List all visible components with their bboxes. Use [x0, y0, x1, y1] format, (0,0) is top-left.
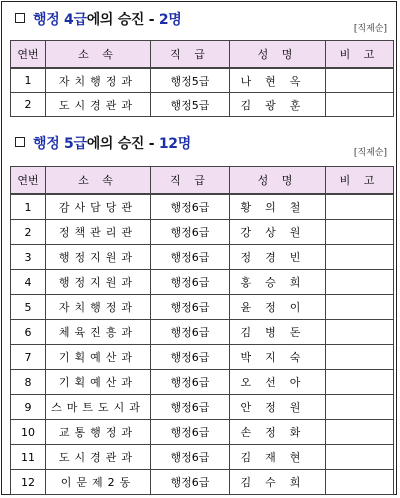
header-grade: 직 급: [151, 167, 230, 195]
cell-no: 10: [11, 420, 46, 445]
header-name: 성 명: [230, 41, 326, 69]
cell-grade: 행정6급: [151, 445, 230, 470]
cell-dept: 자치행정과: [46, 295, 151, 320]
title-count: 12명: [158, 136, 191, 152]
document-page: [1, 1, 397, 495]
cell-name: 김광훈: [230, 93, 326, 117]
cell-dept: 기획예산과: [46, 370, 151, 395]
cell-dept: 감사담당관: [46, 194, 151, 220]
header-note: 비 고: [326, 167, 394, 195]
cell-no: 1: [11, 68, 46, 93]
title-text: 에의 승진 -: [86, 136, 159, 152]
header-dept: 소 속: [46, 41, 151, 69]
cell-name: 김병돈: [230, 320, 326, 345]
cell-dept: 도시경관과: [46, 93, 151, 117]
promotion-table: [10, 40, 394, 117]
table-row: [11, 194, 394, 220]
cell-name: 손정화: [230, 420, 326, 445]
cell-note: [326, 245, 394, 270]
cell-grade: 행정6급: [151, 370, 230, 395]
cell-grade: 행정6급: [151, 395, 230, 420]
table-row: [11, 420, 394, 445]
cell-dept: 스마트도시과: [46, 395, 151, 420]
table-row: [11, 295, 394, 320]
cell-grade: 행정5급: [151, 68, 230, 93]
table-row: [11, 245, 394, 270]
cell-name: 윤정이: [230, 295, 326, 320]
cell-no: 12: [11, 470, 46, 495]
cell-note: [326, 220, 394, 245]
cell-no: 2: [11, 220, 46, 245]
table-header-row: [11, 41, 394, 69]
cell-name: 강상원: [230, 220, 326, 245]
cell-no: 2: [11, 93, 46, 117]
cell-note: [326, 395, 394, 420]
section-grade4-promotion: [2, 2, 396, 112]
cell-name: 김재현: [230, 445, 326, 470]
cell-note: [326, 93, 394, 117]
cell-no: 5: [11, 295, 46, 320]
header-grade: 직 급: [151, 41, 230, 69]
cell-name: 오선아: [230, 370, 326, 395]
header-name: 성 명: [230, 167, 326, 195]
cell-grade: 행정6급: [151, 295, 230, 320]
title-grade: 행정 5급: [33, 136, 87, 152]
title-text: 에의 승진 -: [86, 12, 159, 28]
cell-name: 김수희: [230, 470, 326, 495]
section-title: [33, 133, 191, 153]
section-title: [33, 9, 182, 29]
cell-dept: 행정지원과: [46, 245, 151, 270]
cell-dept: 자치행정과: [46, 68, 151, 93]
cell-grade: 행정5급: [151, 93, 230, 117]
cell-dept: 정책관리관: [46, 220, 151, 245]
cell-grade: 행정6급: [151, 245, 230, 270]
table-row: [11, 395, 394, 420]
table-row: [11, 320, 394, 345]
cell-grade: 행정6급: [151, 270, 230, 295]
cell-grade: 행정6급: [151, 420, 230, 445]
cell-dept: 행정지원과: [46, 270, 151, 295]
cell-name: 황의철: [230, 194, 326, 220]
cell-note: [326, 320, 394, 345]
cell-name: 나현옥: [230, 68, 326, 93]
cell-grade: 행정6급: [151, 194, 230, 220]
cell-dept: 도시경관과: [46, 445, 151, 470]
cell-note: [326, 68, 394, 93]
promotion-table: [10, 166, 394, 495]
header-no: 연번: [11, 167, 46, 195]
table-row: [11, 220, 394, 245]
cell-name: 박지숙: [230, 345, 326, 370]
cell-name: 정경빈: [230, 245, 326, 270]
order-note: [직제순]: [353, 148, 387, 158]
table-row: [11, 270, 394, 295]
table-row: [11, 93, 394, 117]
cell-grade: 행정6급: [151, 220, 230, 245]
cell-no: 1: [11, 194, 46, 220]
cell-note: [326, 370, 394, 395]
cell-no: 6: [11, 320, 46, 345]
table-body: [11, 194, 394, 495]
cell-dept: 기획예산과: [46, 345, 151, 370]
cell-note: [326, 345, 394, 370]
checkbox-icon: [15, 137, 25, 147]
cell-note: [326, 445, 394, 470]
section-grade5-promotion: [2, 126, 396, 489]
cell-no: 3: [11, 245, 46, 270]
header-note: 비 고: [326, 41, 394, 69]
cell-note: [326, 270, 394, 295]
cell-grade: 행정6급: [151, 470, 230, 495]
table-body: [11, 68, 394, 117]
title-count: 2명: [158, 12, 182, 28]
cell-note: [326, 295, 394, 320]
header-dept: 소 속: [46, 167, 151, 195]
cell-note: [326, 420, 394, 445]
table-row: [11, 68, 394, 93]
order-note: [직제순]: [353, 24, 387, 34]
cell-name: 홍승희: [230, 270, 326, 295]
header-no: 연번: [11, 41, 46, 69]
cell-dept: 체육진흥과: [46, 320, 151, 345]
cell-no: 8: [11, 370, 46, 395]
cell-dept: 교통행정과: [46, 420, 151, 445]
checkbox-icon: [15, 13, 25, 23]
cell-no: 7: [11, 345, 46, 370]
cell-no: 4: [11, 270, 46, 295]
cell-grade: 행정6급: [151, 345, 230, 370]
cell-grade: 행정6급: [151, 320, 230, 345]
table-row: [11, 445, 394, 470]
cell-note: [326, 194, 394, 220]
table-row: [11, 470, 394, 495]
cell-no: 11: [11, 445, 46, 470]
table-row: [11, 345, 394, 370]
section-header: [2, 2, 396, 34]
cell-name: 안정원: [230, 395, 326, 420]
table-header-row: [11, 167, 394, 195]
cell-dept: 이문제2동: [46, 470, 151, 495]
section-header: [2, 126, 396, 158]
table-row: [11, 370, 394, 395]
title-grade: 행정 4급: [33, 12, 87, 28]
cell-note: [326, 470, 394, 495]
cell-no: 9: [11, 395, 46, 420]
